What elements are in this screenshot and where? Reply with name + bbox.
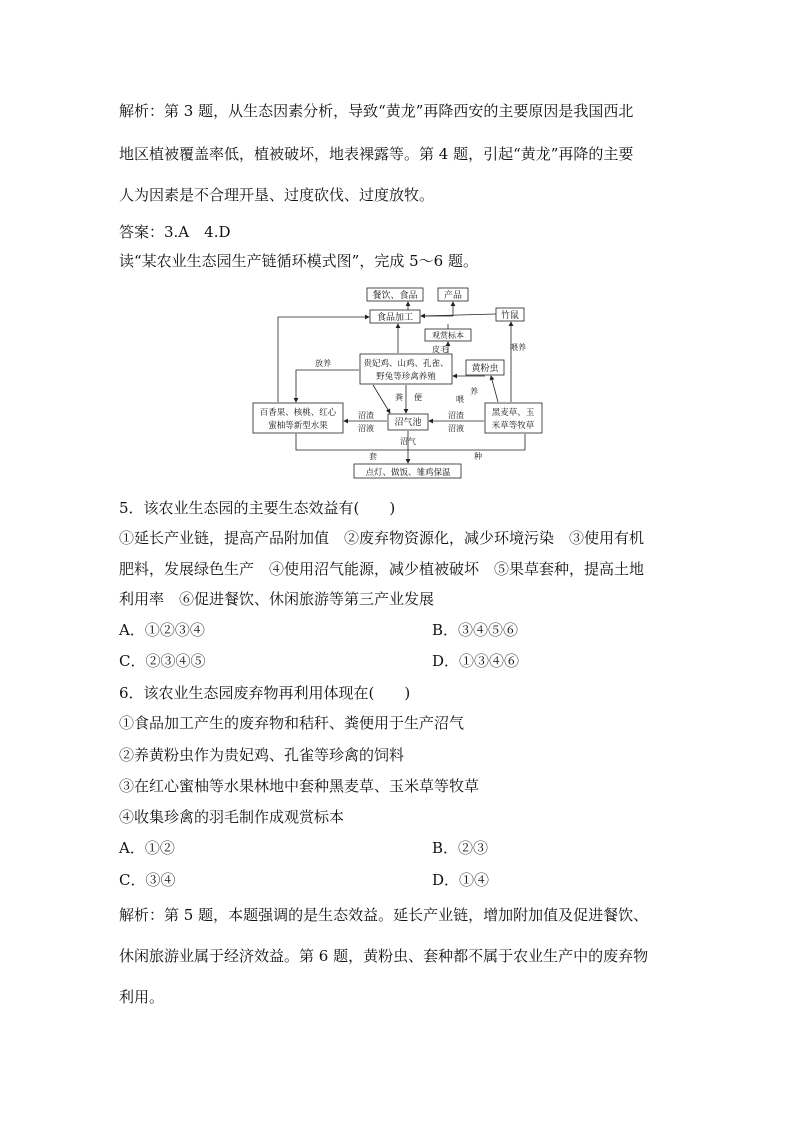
q5-line-2: 肥料，发展绿色生产 ④使用沼气能源，减少植被破坏 ⑤果草套种，提高土地 — [119, 560, 645, 578]
fruit-label-2: 蜜柚等新型水果 — [268, 421, 328, 431]
label-pimao: 皮毛 — [432, 345, 448, 354]
label-zhaye-right: 沼液 — [448, 424, 464, 433]
label-zhaoqi: 沼气 — [400, 437, 416, 446]
label-tao: 套 — [369, 452, 377, 461]
label-zhaye-left: 沼液 — [358, 424, 374, 433]
fruit-label-1: 百香果、核桃、红心 — [259, 408, 337, 418]
analysis-2-line-2: 休闲旅游业属于经济效益。第 6 题，黄粉虫、套种都不属于农业生产中的废弃物 — [119, 947, 649, 965]
label-zhazha-left: 沼渣 — [358, 411, 374, 420]
label-yang: 养 — [470, 387, 478, 396]
poultry-label-1: 贵妃鸡、山鸡、孔雀、 — [363, 359, 449, 369]
q5-option-c: C．②③④⑤ — [119, 652, 206, 670]
analysis-2-line-3: 利用。 — [119, 988, 165, 1006]
q5-stem: 5．该农业生态园的主要生态效益有( ) — [119, 499, 396, 517]
q6-stem: 6．该农业生态园废弃物再利用体现在( ) — [119, 684, 411, 702]
label-fangyang: 放养 — [315, 359, 331, 368]
label-zhong: 种 — [474, 452, 482, 461]
q6-statement-4: ④收集珍禽的羽毛制作成观赏标本 — [119, 808, 345, 826]
q6-option-c: C．③④ — [119, 871, 176, 889]
analysis-1-line-3: 人为因素是不合理开垦、过度砍伐、过度放牧。 — [119, 186, 435, 204]
catering-label: 餐饮、食品 — [372, 291, 418, 301]
grass-label-1: 黑麦草、玉 — [491, 408, 535, 418]
label-bian: 便 — [414, 393, 422, 402]
q6-statement-3: ③在红心蜜柚等水果林地中套种黑麦草、玉米草等牧草 — [119, 777, 480, 795]
question-intro: 读“某农业生态园生产链循环模式图”，完成 5～6 题。 — [119, 252, 478, 270]
biogas-label: 沼气池 — [394, 418, 422, 428]
q6-option-b: B．②③ — [432, 839, 489, 857]
q5-option-d: D．①③④⑥ — [432, 652, 520, 670]
product-label: 产品 — [443, 291, 463, 301]
specimen-label: 观赏标本 — [432, 331, 464, 340]
bottom-use-label: 点灯、做饭、雏鸡保温 — [365, 468, 451, 478]
q5-line-3: 利用率 ⑥促进餐饮、休闲旅游等第三产业发展 — [119, 590, 435, 608]
q6-option-a: A．①② — [119, 839, 175, 857]
production-chain-diagram — [248, 284, 548, 484]
label-wei: 喂 — [456, 395, 464, 404]
mealworm-label: 黄粉虫 — [471, 364, 499, 374]
q6-statement-2: ②养黄粉虫作为贵妃鸡、孔雀等珍禽的饲料 — [119, 746, 405, 764]
answer-line: 答案：3.A 4.D — [119, 223, 231, 241]
q5-option-b: B．③④⑤⑥ — [432, 621, 519, 639]
label-zhazha-right: 沼渣 — [448, 411, 464, 420]
label-weiyang: 喂养 — [510, 343, 526, 352]
analysis-1-line-2: 地区植被覆盖率低，植被破坏，地表裸露等。第 4 题，引起“黄龙”再降的主要 — [119, 145, 634, 163]
q6-statement-1: ①食品加工产生的废弃物和秸秆、粪便用于生产沼气 — [119, 714, 465, 732]
bamboo-rat-label: 竹鼠 — [500, 311, 520, 321]
grass-label-2: 米草等牧草 — [491, 421, 535, 431]
analysis-2-line-1: 解析：第 5 题，本题强调的是生态效益。延长产业链，增加附加值及促进餐饮、 — [119, 906, 649, 924]
q5-line-1: ①延长产业链，提高产品附加值 ②废弃物资源化，减少环境污染 ③使用有机 — [119, 529, 645, 547]
label-fen: 粪 — [395, 393, 403, 402]
q6-option-d: D．①④ — [432, 871, 490, 889]
poultry-label-2: 野兔等珍禽养殖 — [376, 372, 436, 382]
analysis-1-line-1: 解析：第 3 题，从生态因素分析，导致“黄龙”再降西安的主要原因是我国西北 — [119, 102, 634, 120]
q5-option-a: A．①②③④ — [119, 621, 205, 639]
food-processing-label: 食品加工 — [376, 313, 414, 323]
